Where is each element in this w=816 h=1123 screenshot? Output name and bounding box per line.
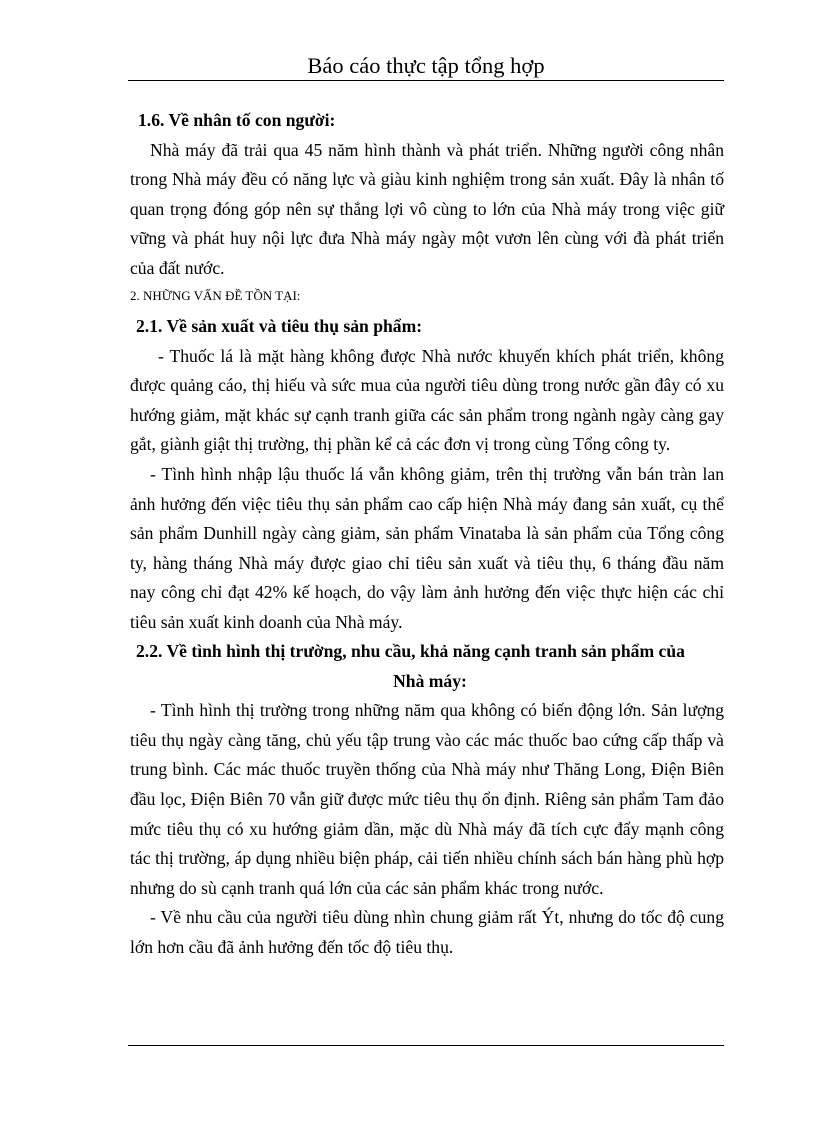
- section-2-2-paragraph-1: - Tình hình thị trường trong những năm qua không có biến động lớn. Sản lượng tiêu thụ ngày càng tăng, chủ yếu tập trung vào các mác thuốc bao cứng cấp thấp và trung bình. Các mác thuốc truyền thống của Nhà máy như Thăng Long, Điện Biên đầu lọc, Điện Biên 70 vẫn giữ được mức tiêu thụ ổn định. Riêng sản phẩm Tam đảo mức tiêu thụ có xu hướng giảm dần, mặc dù Nhà máy đã tích cực đẩy mạnh công tác thị trường, áp dụng nhiều biện pháp, cải tiến nhiều chính sách bán hàng phù hợp nhưng do sù cạnh tranh quá lớn của các sản phẩm khác trong nước.: [130, 700, 724, 898]
- section-2-2-paragraph-2: - Về nhu cầu của người tiêu dùng nhìn chung giảm rất Ýt, nhưng do tốc độ cung lớn hơn cầu đã ảnh hưởng đến tốc độ tiêu thụ.: [130, 907, 724, 957]
- page-header-title: Báo cáo thực tập tổng hợp: [307, 53, 545, 78]
- header-divider: [128, 80, 724, 81]
- section-2-1-paragraph-1: - Thuốc lá là mặt hàng không được Nhà nước khuyến khích phát triển, không được quảng cáo, thị hiếu và sức mua của người tiêu dùng trong nước gần đây có xu hướng giảm, mặt khác sự cạnh tranh giữa các sản phẩm trong ngành ngày càng gay gắt, giành giật thị trường, thị phần kể cả các đơn vị trong cùng Tổng công ty.: [130, 345, 724, 455]
- footer-divider: [128, 1045, 724, 1046]
- section-2-heading: 2. NHỮNG VẤN ĐỀ TỒN TẠI:: [130, 288, 301, 304]
- section-2-1-heading: 2.1. Về sản xuất và tiêu thụ sản phẩm:: [136, 316, 423, 337]
- section-1-6-heading: 1.6. Về nhân tố con người:: [138, 110, 336, 130]
- section-2-2-heading-line-1: 2.2. Về tình hình thị trường, nhu cầu, khả năng cạnh tranh sản phẩm của: [136, 641, 685, 662]
- section-1-6-paragraph: Nhà máy đã trải qua 45 năm hình thành và phát triển. Những người công nhân trong Nhà máy đều có năng lực và giàu kinh nghiệm trong sản xuất. Đây là nhân tố quan trọng đóng góp nên sự thắng lợi vô cùng to lớn của Nhà máy trong việc giữ vững và phát huy nội lực đưa Nhà máy ngày một vươn lên cùng với đà phát triển của đất nước.: [130, 139, 724, 278]
- section-2-2-heading-line-2: Nhà máy:: [393, 670, 467, 691]
- document-body: [130, 106, 724, 962]
- section-2-1-paragraph-2: - Tình hình nhập lậu thuốc lá vẫn không giảm, trên thị trường vẫn bán tràn lan ảnh hưởng đến việc tiêu thụ sản phẩm cao cấp hiện Nhà máy đang sản xuất, cụ thể sản phẩm Dunhill ngày càng giảm, sản phẩm Vinataba là sản phẩm của Tổng công ty, hàng tháng Nhà máy được giao chỉ tiêu sản xuất và tiêu thụ, 6 tháng đầu năm nay công chỉ đạt 42% kế hoạch, do vậy làm ảnh hưởng đến việc thực hiện các chỉ tiêu sản xuất kinh doanh của Nhà máy.: [130, 464, 724, 632]
